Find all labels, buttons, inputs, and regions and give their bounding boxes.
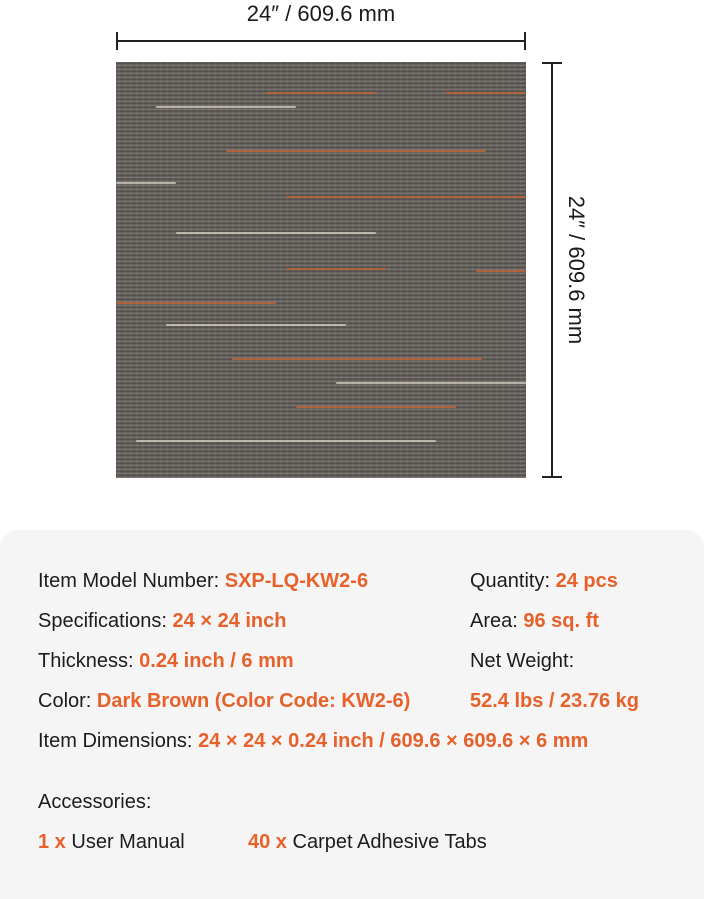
net-weight-value: 52.4 lbs / 23.76 kg <box>470 690 639 712</box>
model-number-label: Item Model Number: <box>38 570 220 592</box>
width-dimension-line <box>116 40 526 42</box>
model-number-row <box>38 567 368 595</box>
item-dimensions-value: 24 × 24 × 0.24 inch / 609.6 × 609.6 × 6 mm <box>198 730 589 752</box>
quantity-label: Quantity: <box>470 570 551 592</box>
thickness-row <box>38 647 294 675</box>
color-label: Color: <box>38 690 92 712</box>
specifications-value: 24 × 24 inch <box>172 610 287 632</box>
accessory-item-adhesive-tabs <box>248 828 487 856</box>
model-number-value: SXP-LQ-KW2-6 <box>224 570 369 592</box>
accessories-heading: Accessories: <box>38 791 152 813</box>
specifications-row <box>38 607 287 635</box>
item-dimensions-row <box>38 727 588 755</box>
specifications-card <box>0 530 704 899</box>
net-weight-row <box>470 647 574 675</box>
color-value: Dark Brown (Color Code: KW2-6) <box>96 690 411 712</box>
quantity-value: 24 pcs <box>555 570 618 592</box>
thickness-label: Thickness: <box>38 650 134 672</box>
accessory-item-manual <box>38 828 185 856</box>
height-dimension-cap-bottom <box>542 476 562 478</box>
specifications-label: Specifications: <box>38 610 167 632</box>
area-label: Area: <box>470 610 518 632</box>
item-dimensions-label: Item Dimensions: <box>38 730 193 752</box>
height-dimension-line <box>551 62 553 478</box>
carpet-tile-image <box>116 62 526 478</box>
width-dimension-label: 24″ / 609.6 mm <box>246 1 396 26</box>
quantity-row <box>470 567 618 595</box>
height-dimension-label: 24″ / 609.6 mm <box>564 195 589 345</box>
accessory-tabs-name: Carpet Adhesive Tabs <box>292 831 487 853</box>
area-value: 96 sq. ft <box>523 610 599 632</box>
thickness-value: 0.24 inch / 6 mm <box>139 650 294 672</box>
area-row <box>470 607 599 635</box>
width-dimension-cap-left <box>116 32 118 50</box>
accessory-manual-name: User Manual <box>71 831 185 853</box>
accessory-tabs-qty: 40 x <box>248 831 287 853</box>
net-weight-value-row <box>470 687 639 715</box>
width-dimension-cap-right <box>524 32 526 50</box>
color-row <box>38 687 410 715</box>
net-weight-label: Net Weight: <box>470 650 575 672</box>
height-dimension-cap-top <box>542 62 562 64</box>
accessory-manual-qty: 1 x <box>38 831 66 853</box>
